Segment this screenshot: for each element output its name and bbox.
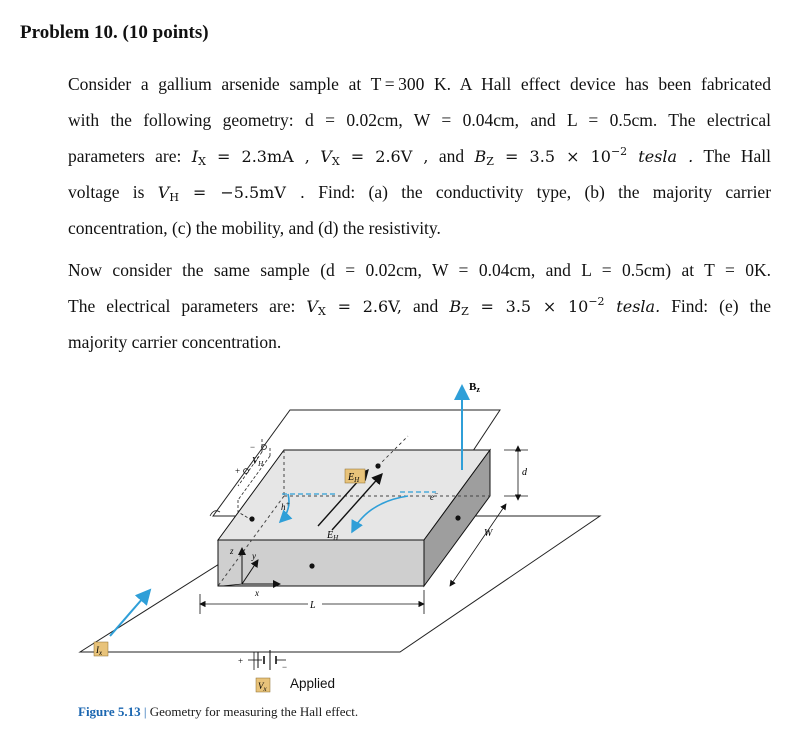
eh-top-label: $E_H$	[348, 472, 360, 484]
p1-the-hall: The Hall	[703, 146, 772, 166]
y-axis-label: y	[252, 551, 256, 561]
hole-label: h+	[281, 500, 291, 512]
ix-label: $I_x$	[96, 645, 103, 657]
vh-minus-label: −	[250, 442, 256, 452]
figure-caption-label: Figure 5.13	[78, 704, 141, 719]
field-bz: $B_Z = 3.5 \times 10^{-2}$ tesla .	[474, 145, 694, 168]
p2-line-3: majority carrier concentration.	[68, 332, 282, 352]
problem-heading: Problem 10. (10 points)	[20, 22, 209, 43]
ix-arrow	[110, 590, 150, 636]
figure-caption-separator: |	[140, 704, 150, 719]
l-label: L	[310, 600, 316, 611]
current-ix: $I_X = 2.3mA$ ,	[191, 147, 310, 168]
p2-params-label: The electrical parameters are:	[68, 296, 296, 316]
d-label: d	[522, 467, 527, 478]
battery-minus-label: −	[282, 662, 288, 672]
vx-label: $V_x$	[258, 681, 267, 693]
vh-label: $V_H$	[252, 456, 264, 468]
slab-front-face	[218, 540, 424, 586]
eh-mid-label: $E_H$	[327, 530, 339, 542]
p1-find-text: Find: (a) the conductivity type, (b) the majority carrier	[318, 182, 772, 202]
p1-line-2: with the following geometry: d = 0.02cm, W = 0.04cm, and L = 0.5cm. The electrical	[68, 110, 771, 130]
vh-plus-label: +	[235, 466, 241, 476]
p1-voltage-label: voltage is	[68, 182, 145, 202]
p2-voltage-vx: $V_X = 2.6V$,	[306, 297, 402, 318]
x-axis-label: x	[255, 588, 259, 598]
p1-line-5: concentration, (c) the mobility, and (d) the resistivity.	[68, 218, 441, 238]
w-label: W	[484, 528, 493, 539]
figure-caption-text: Geometry for measuring the Hall effect.	[149, 704, 359, 719]
p1-params-label: parameters are:	[68, 146, 182, 166]
figure-caption	[78, 704, 358, 720]
voltage-vx: $V_X = 2.6V$ ,	[320, 147, 429, 168]
z-axis-label: z	[230, 546, 234, 556]
p1-line-1: Consider a gallium arsenide sample at T = 300 K. A Hall effect device has been fabricated	[68, 74, 771, 94]
electron-label: e−	[430, 490, 439, 502]
battery-plus-label: +	[238, 656, 244, 666]
applied-label: Applied	[290, 676, 336, 691]
p1-and: and	[438, 146, 465, 166]
p2-find-text: Find: (e) the	[671, 296, 772, 316]
p2-and: and	[413, 296, 439, 316]
bz-label: Bz	[469, 381, 480, 394]
p2-line-1: Now consider the same sample (d = 0.02cm, W = 0.04cm, and L = 0.5cm) at T = 0K.	[68, 260, 771, 280]
p2-field-bz: $B_Z = 3.5 \times 10^{-2}$ tesla.	[449, 295, 661, 318]
hall-voltage-vh: $V_H = -5.5mV$ .	[157, 183, 305, 204]
